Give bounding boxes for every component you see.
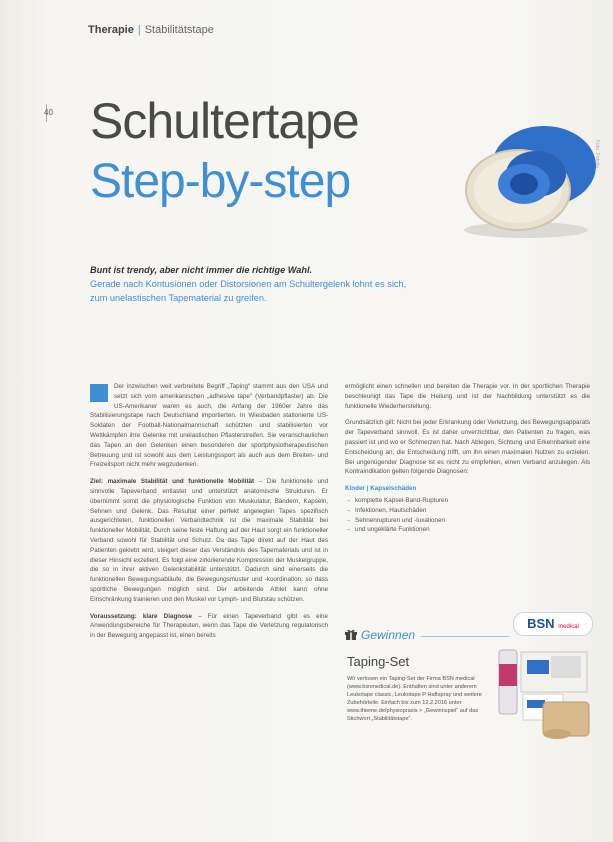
contraindication-heading: Kinder | Kapselschäden — [345, 485, 417, 493]
list-item: → komplette Kapsel-Band-Rupturen — [345, 496, 590, 506]
paragraph-goal — [90, 477, 328, 604]
bsn-logo — [513, 612, 593, 636]
list-item: → Sehnenrupturen und -luxationen — [345, 516, 590, 526]
article-start-marker — [90, 384, 108, 402]
lead-line-1: Bunt ist trendy, aber nicht immer die richtige Wahl. — [90, 265, 313, 275]
lead-line-2: Gerade nach Kontusionen oder Distorsionen am Schultergelenk lohnt es sich, zum unelastischen Tapematerial zu greifen. — [90, 279, 407, 303]
title-line-2: Step-by-step — [90, 155, 351, 208]
photo-credit: Foto: Fotolia — [594, 140, 600, 168]
paragraph-right-1: ermöglicht einen schnellen und bereiten die Therapie vor. In der sportlichen Therapie beschleunigt das Tape die Heilung und ist der Nachbildung unterstützt es die funktionelle Wiederherstellung. — [345, 383, 590, 410]
contest-text: Wir verlosen ein Taping-Set der Firma BSN medical (www.bsnmedical.de). Enthalten sind unter anderem Leukotape classic, Leukotape P Haftspray und weitere Zubehörteile. Einfach bis zum 12.2.2016 unter www.thieme.de/physiopraxis > „Gewinnspiel“ auf das Stichwort „Stabilitätstape“. — [347, 676, 482, 722]
tape-roll-image — [458, 112, 598, 242]
brand-name: BSN — [527, 616, 555, 631]
right-column — [345, 382, 590, 535]
contest-box — [345, 612, 591, 742]
list-item: → und ungeklärte Funktionen — [345, 525, 590, 535]
paragraph-goal-text: – Die funktionelle und sinnvolle Tapeverband entlastet und unterstützt anatomische Strukturen. Er übernimmt somit die physiologische Funktion von Muskulatur, Bändern, Kapseln, Sehnen und Gelenk. Das Resultat einer perfekt angelegten Tapes spezifisch ausgerichteten, funktionellen Verbandtechnik ist die maximale Stabilität bei funktioneller Mobilität. Durch seine feste Haftung auf der Haut sorgt ein funktioneller Verband sowohl für Stabilität und Schutz. Da das Tape direkt auf der Haut des Patienten geklebt wird, steigert dieser das Verständnis des Tapematerials und ist in dieser Hinsicht exzellent. Es folgt eine zirkulierende Kompression der Muskelgruppe, die so in ihrer aktiven Gelenkstabilität unterstützt. Dadurch sind einerseits die funktionellen Bewegungsabläufe, die Bewegungsmuster und -koordination, so dass sportliche Bewegungen möglich sind. Der arbeitende Athlet kann ohne Einschränkung trainieren und den Muskel vor Lymph- und Blutstau schützen. — [90, 478, 328, 603]
contest-set-name: Taping-Set — [347, 654, 410, 669]
paragraph-intro-text: Der inzwischen weit verbreitete Begriff „Taping“ stammt aus den USA und setzt sich vom amerikanischen „adhesive tape“ (Verbandpflaster) ab. Die US-Amerikaner waren es auch, die Anfang der 1960er Jahre das Stabilisierungstape nach Deutschland importierten. In Wiesbaden stationierte US-Soldaten der Football-Nationalmannschaft schützten und stabilisierten vor Wettkämpfen ihre Gelenke mit unelastischen Pflasterstreifen. Sie veranschaulichen das Tapen an den Gelenken einen besonderen der sportphysiotherapeutischen Betreuung und ist sowohl aus dem Leistungssport als auch aus dem Breiten- und Freizeitsport nicht mehr wegzudenken. — [90, 383, 328, 469]
title-line-1: Schultertape — [90, 93, 359, 149]
list-item: → Infektionen, Hautschäden — [345, 506, 590, 516]
subsection-name: Stabilitätstape — [144, 24, 214, 36]
paragraph-intro — [90, 382, 328, 470]
contraindication-list — [345, 496, 590, 535]
paragraph-right-2: Grundsätzlich gilt: Nicht bei jeder Erkrankung oder Verletzung, des Bewegungsapparats der Tapeverband sinnvoll. Es ist daher unverzichtbar, den Patienten zu fragen, was passiert ist und wo er Schmerzen hat. Nach Ablegen, Sichtung und Erkennbarkeit eine Entscheidung an, die Entscheidung trifft, um ihn einen maximalen Nutzen zu erzielen. Bei ungenügender Diagnose ist es nicht zu empfehlen, einen Verband anzulegen. Als Kontraindikation gelten folgende Diagnosen: — [345, 419, 590, 476]
subhead-goal: Ziel: maximale Stabilität und funktionelle Mobilität — [90, 478, 255, 486]
product-set-image — [497, 642, 591, 742]
paragraph-diagnosis — [90, 612, 328, 641]
lead-paragraph — [90, 263, 420, 305]
brand-sub: medical — [558, 624, 579, 630]
section-header — [88, 24, 214, 36]
section-name: Therapie — [88, 24, 134, 36]
page-number: 40 — [44, 108, 53, 117]
header-separator: | — [137, 24, 141, 36]
subhead-diagnosis: Voraussetzung: klare Diagnose — [90, 612, 192, 620]
contest-heading-rule — [421, 636, 509, 637]
left-column — [90, 382, 328, 648]
contest-heading: Gewinnen — [361, 628, 416, 642]
paragraph-diagnosis-text: – Für einen Tapeverband gibt es eine Anwendungsbereiche für Therapeuten, wenn das Tape die Verletzung regulatorisch in der Bewegung angepasst ist, einen bereits — [90, 612, 328, 640]
gift-icon — [345, 629, 357, 641]
